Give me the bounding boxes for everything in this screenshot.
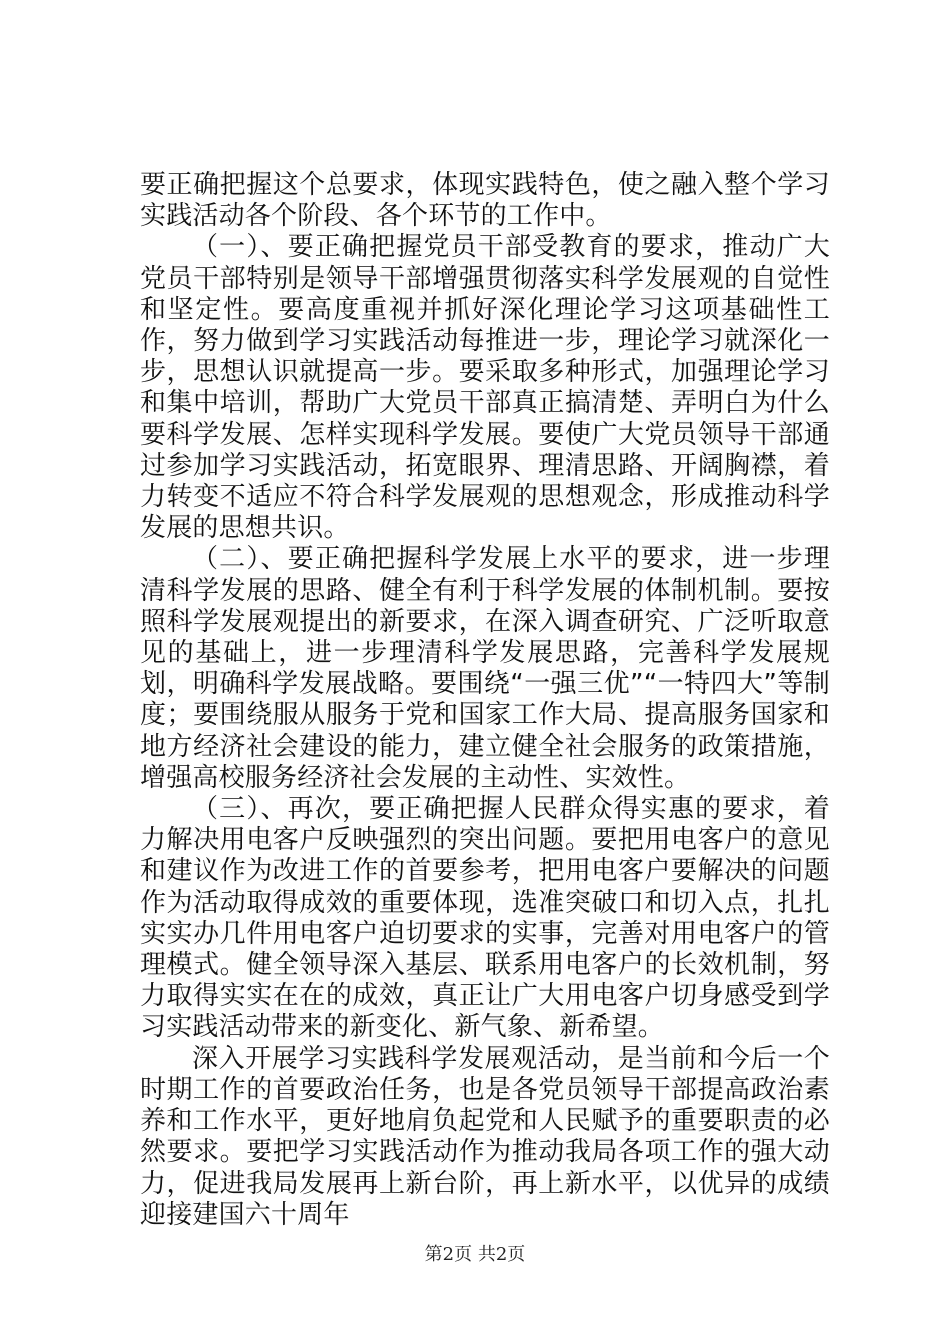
paragraph-continuation: 要正确把握这个总要求，体现实践特色，使之融入整个学习实践活动各个阶段、各个环节的工作中。 <box>140 170 830 232</box>
paragraph-section-1: （一）、要正确把握党员干部受教育的要求，推动广大党员干部特别是领导干部增强贯彻落实科学发展观的自觉性和坚定性。要高度重视并抓好深化理论学习这项基础性工作，努力做到学习实践活动每推进一步，理论学习就深化一步，思想认识就提高一步。要采取多种形式，加强理论学习和集中培训，帮助广大党员干部真正搞清楚、弄明白为什么要科学发展、怎样实现科学发展。要使广大党员领导干部通过参加学习实践活动，拓宽眼界、理清思路、开阔胸襟，着力转变不适应不符合科学发展观的思想观念，形成推动科学发展的思想共识。 <box>140 232 830 544</box>
paragraph-conclusion: 深入开展学习实践科学发展观活动，是当前和今后一个时期工作的首要政治任务，也是各党员领导干部提高政治素养和工作水平，更好地肩负起党和人民赋予的重要职责的必然要求。要把学习实践活动作为推动我局各项工作的强大动力，促进我局发展再上新台阶，再上新水平，以优异的成绩迎接建国六十周年 <box>140 1043 830 1230</box>
paragraph-section-3: （三）、再次，要正确把握人民群众得实惠的要求，着力解决用电客户反映强烈的突出问题。要把用电客户的意见和建议作为改进工作的首要参考，把用电客户要解决的问题作为活动取得成效的重要体现，选准突破口和切入点，扎扎实实办几件用电客户迫切要求的实事，完善对用电客户的管理模式。健全领导深入基层、联系用电客户的长效机制，努力取得实实在在的成效，真正让广大用电客户切身感受到学习实践活动带来的新变化、新气象、新希望。 <box>140 794 830 1043</box>
page-footer: 第2页 共2页 <box>424 1244 526 1265</box>
paragraph-section-2: （二）、要正确把握科学发展上水平的要求，进一步理清科学发展的思路、健全有利于科学发展的体制机制。要按照科学发展观提出的新要求，在深入调查研究、广泛听取意见的基础上，进一步理清科学发展思路，完善科学发展规划，明确科学发展战略。要围绕“一强三优”“一特四大”等制度；要围绕服从服务于党和国家工作大局、提高服务国家和地方经济社会建设的能力，建立健全社会服务的政策措施，增强高校服务经济社会发展的主动性、实效性。 <box>140 544 830 793</box>
document-body <box>140 170 830 1231</box>
